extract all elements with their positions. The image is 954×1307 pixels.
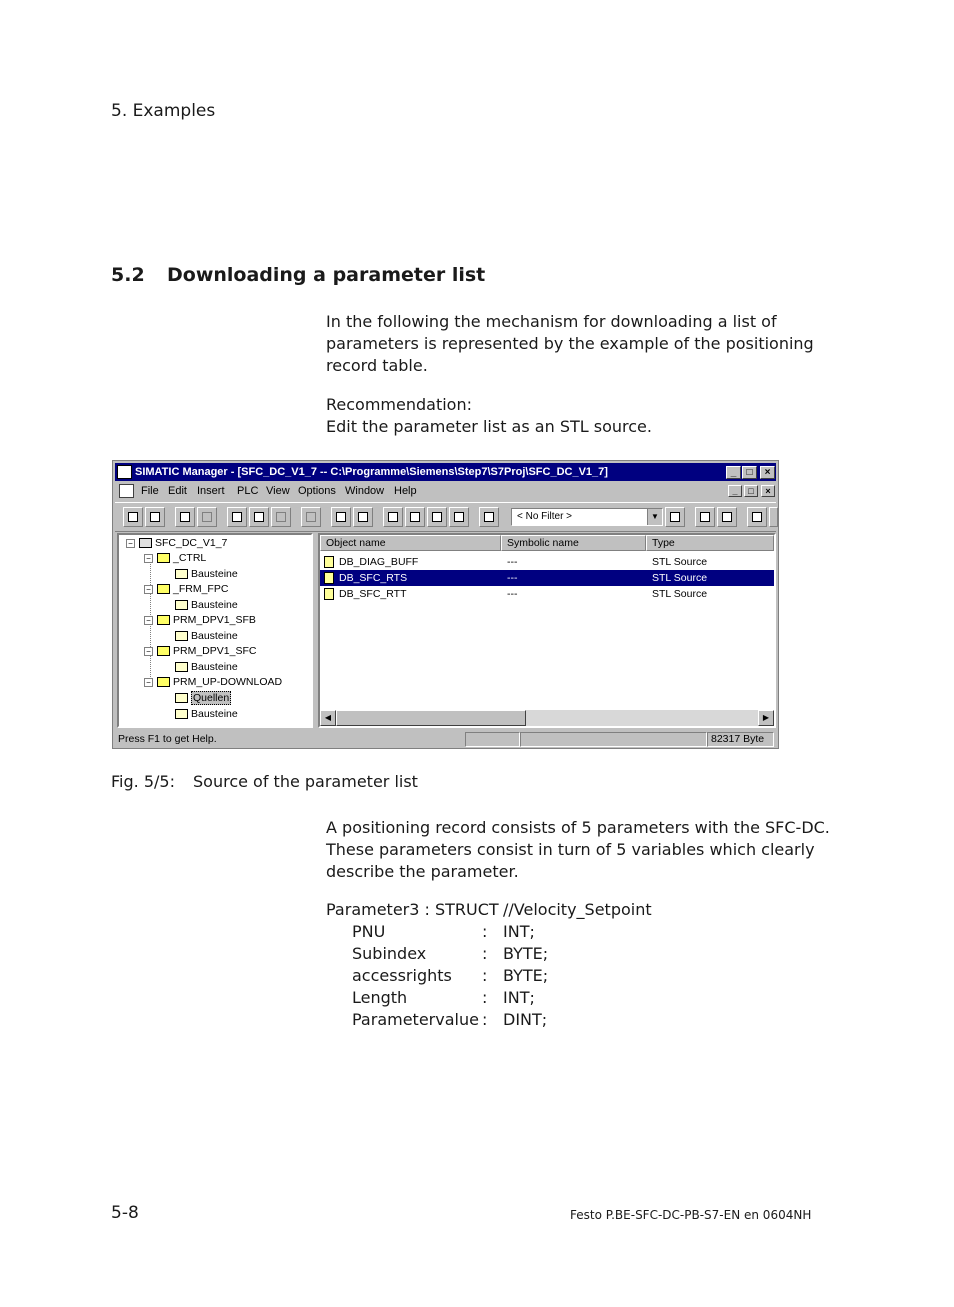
section-title: Downloading a parameter list (167, 264, 486, 286)
paste-icon[interactable] (271, 507, 291, 527)
document-window-icon[interactable] (119, 484, 134, 498)
menu-bar (115, 482, 776, 500)
blocks-folder-icon (175, 569, 188, 579)
project-icon (139, 538, 152, 548)
tree-item[interactable]: PRM_DPV1_SFC (157, 645, 256, 658)
sources-folder-icon (175, 693, 188, 703)
list-view-icon[interactable] (427, 507, 447, 527)
table-row[interactable]: DB_SFC_RTT --- STL Source (320, 586, 774, 602)
menu-plc[interactable]: PLC (237, 485, 259, 497)
status-help-text: Press F1 to get Help. (118, 733, 217, 745)
open-icon[interactable] (145, 507, 165, 527)
cut-icon[interactable] (227, 507, 247, 527)
menu-help[interactable]: Help (394, 485, 417, 497)
tree-item[interactable]: Bausteine (175, 661, 238, 674)
child-close-button[interactable]: × (761, 485, 775, 497)
new-icon[interactable] (123, 507, 143, 527)
recommendation-label: Recommendation: (326, 395, 472, 414)
window-title: SIMATIC Manager - [SFC_DC_V1_7 -- C:\Programme\Siemens\Step7\S7Proj\SFC_DC_V1_7] (135, 466, 608, 478)
object-list (318, 533, 776, 728)
column-header-object-name[interactable]: Object name (320, 535, 501, 551)
page-number: 5-8 (111, 1203, 139, 1223)
online-icon[interactable] (331, 507, 351, 527)
collapse-toggle[interactable]: − (144, 616, 153, 625)
title-bar (115, 463, 776, 481)
tree-item-selected[interactable]: Quellen (175, 692, 231, 705)
blocks-folder-icon (175, 709, 188, 719)
recommendation-text: Edit the parameter list as an STL source. (326, 417, 652, 436)
small-icons-icon[interactable] (405, 507, 425, 527)
network-icon[interactable] (717, 507, 737, 527)
scroll-right-icon[interactable]: ▶ (758, 710, 774, 726)
blocks-folder-icon (175, 600, 188, 610)
toolbar (115, 502, 776, 532)
table-row[interactable]: DB_DIAG_BUFF --- STL Source (320, 554, 774, 570)
child-minimize-button[interactable]: _ (728, 485, 742, 497)
collapse-toggle[interactable]: − (144, 585, 153, 594)
menu-window[interactable]: Window (345, 485, 385, 497)
column-header-type[interactable]: Type (646, 535, 774, 551)
blocks-folder-icon (175, 662, 188, 672)
simatic-app-icon (117, 465, 132, 479)
details-view-icon[interactable] (449, 507, 469, 527)
tile-windows-icon[interactable] (769, 507, 778, 527)
collapse-toggle[interactable]: − (126, 539, 135, 548)
recommendation-block (326, 394, 826, 438)
running-header: 5. Examples (111, 101, 216, 121)
figure-caption (111, 772, 418, 791)
struct-declaration: Parameter3 : STRUCT (326, 900, 499, 919)
blocks-folder-icon (175, 631, 188, 641)
simatic-manager-screenshot (112, 460, 779, 749)
s7-program-icon (157, 553, 170, 563)
status-bar (115, 731, 776, 748)
struct-comment: //Velocity_Setpoint (503, 900, 652, 919)
intro-paragraph: In the following the mechanism for downloading a list of parameters is represented by the example of the positioning record table. (326, 312, 814, 375)
tree-item[interactable]: _FRM_FPC (157, 583, 228, 596)
offline-icon[interactable] (353, 507, 373, 527)
chevron-down-icon[interactable]: ▼ (647, 509, 662, 525)
collapse-toggle[interactable]: − (144, 678, 153, 687)
accessible-nodes-icon[interactable] (175, 507, 195, 527)
status-panel (520, 732, 707, 747)
filter-value: < No Filter > (517, 511, 573, 522)
stl-source-icon (324, 588, 334, 600)
tree-item[interactable]: Bausteine (175, 708, 238, 721)
menu-edit[interactable]: Edit (168, 485, 187, 497)
close-button[interactable]: × (760, 466, 775, 479)
download-icon[interactable] (301, 507, 321, 527)
document-id: Festo P.BE-SFC-DC-PB-S7-EN en 0604NH (570, 1208, 812, 1222)
tree-item[interactable]: SFC_DC_V1_7 (139, 537, 227, 550)
scroll-left-icon[interactable]: ◀ (320, 710, 336, 726)
tree-item[interactable]: Bausteine (175, 568, 238, 581)
tree-item[interactable]: PRM_DPV1_SFB (157, 614, 256, 627)
figure-caption-text: Source of the parameter list (193, 772, 418, 791)
table-row-selected[interactable]: DB_SFC_RTS --- STL Source (320, 570, 774, 586)
tree-item[interactable]: Bausteine (175, 630, 238, 643)
copy-icon[interactable] (249, 507, 269, 527)
large-icons-icon[interactable] (383, 507, 403, 527)
child-restore-button[interactable]: □ (744, 485, 758, 497)
project-tree (117, 533, 313, 728)
tree-item[interactable]: PRM_UP-DOWNLOAD (157, 676, 282, 689)
menu-options[interactable]: Options (298, 485, 336, 497)
tree-item[interactable]: _CTRL (157, 552, 206, 565)
menu-insert[interactable]: Insert (197, 485, 225, 497)
collapse-toggle[interactable]: − (144, 554, 153, 563)
simulation-icon[interactable] (695, 507, 715, 527)
stl-source-icon (324, 556, 334, 568)
figure-label: Fig. 5/5: (111, 772, 175, 791)
section-number: 5.2 (111, 264, 145, 286)
s7-program-icon (157, 646, 170, 656)
menu-file[interactable]: File (141, 485, 159, 497)
stl-source-icon (324, 572, 334, 584)
s7-program-icon (157, 677, 170, 687)
menu-view[interactable]: View (266, 485, 290, 497)
column-header-symbolic-name[interactable]: Symbolic name (501, 535, 646, 551)
filter-settings-icon[interactable] (665, 507, 685, 527)
filter-dropdown[interactable] (511, 508, 663, 526)
up-one-level-icon[interactable] (479, 507, 499, 527)
maximize-button[interactable]: □ (742, 466, 757, 479)
status-size: 82317 Byte (707, 732, 774, 747)
minimize-button[interactable]: _ (726, 466, 741, 479)
horizontal-scrollbar[interactable] (320, 710, 774, 726)
status-panel (465, 732, 520, 747)
cascade-windows-icon[interactable] (747, 507, 767, 527)
s7-program-icon (157, 615, 170, 625)
tree-item[interactable]: Bausteine (175, 599, 238, 612)
memory-card-icon[interactable] (197, 507, 217, 527)
record-paragraph: A positioning record consists of 5 parameters with the SFC-DC. These parameters consist in turn of 5 variables which clearly describe the parameter. (326, 818, 830, 881)
collapse-toggle[interactable]: − (144, 647, 153, 656)
s7-program-icon (157, 584, 170, 594)
scroll-thumb[interactable] (336, 710, 526, 726)
